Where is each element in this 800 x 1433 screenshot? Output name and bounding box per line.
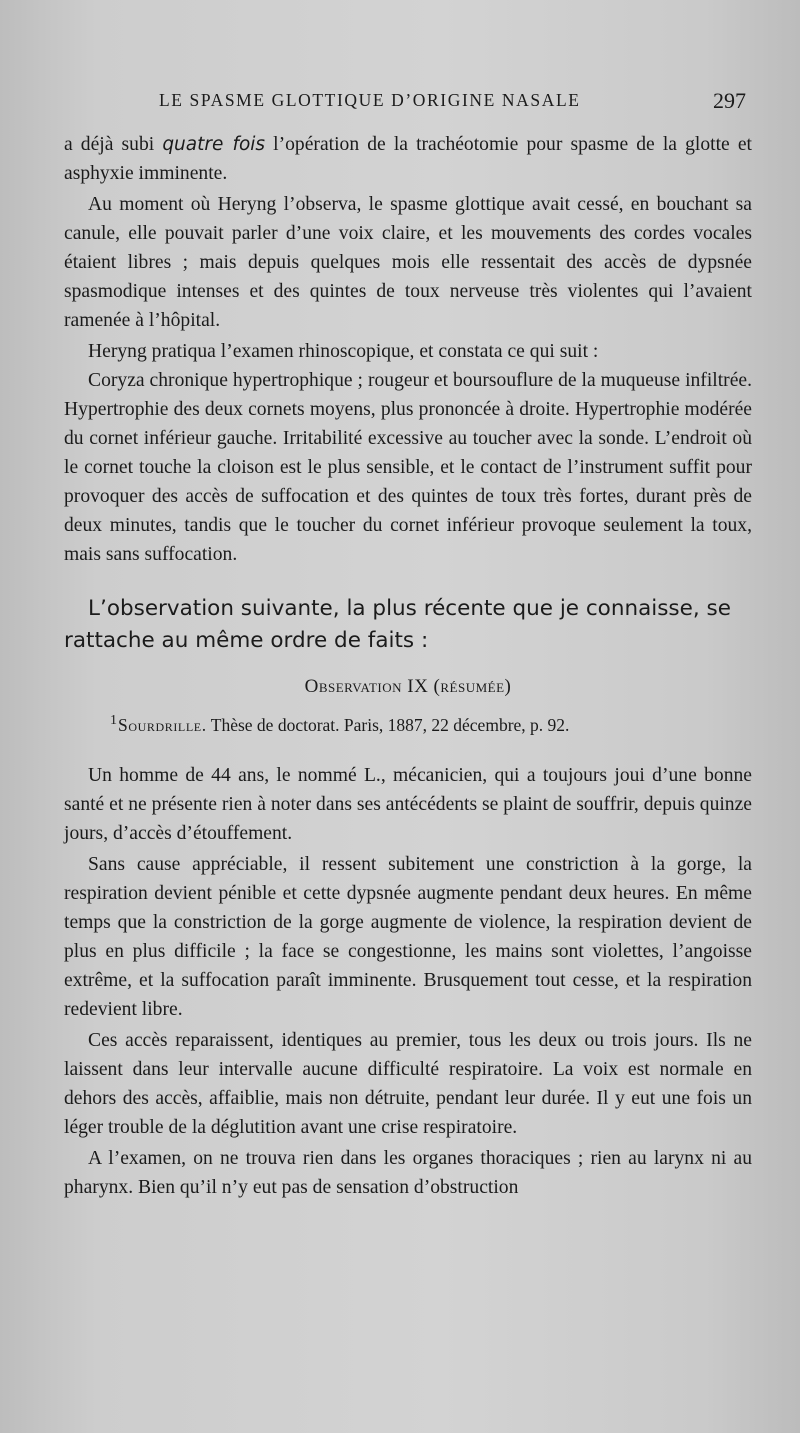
observation-title: Observation IX (résumée): [304, 676, 512, 697]
paragraph-rhinoscopy: Heryng pratiqua l’examen rhinoscopique, et constata ce qui suit :: [88, 341, 599, 362]
footnote-mark: 1: [110, 713, 117, 728]
paragraph-continuation: a déjà subi quatre fois l’opération de la trachéotomie pour spasme de la glotte et asphyxie imminente.: [64, 134, 752, 184]
paragraph-findings: Coryza chronique hypertrophique ; rougeur et boursouflure de la muqueuse infiltrée. Hypertrophie des deux cornets moyens, plus prononcée à droite. Hypertrophie modérée du cornet inférieur gauche. Irritabilité excessive au toucher avec la sonde. L’endroit où le cornet touche la cloison est le plus sensible, et le contact de l’instrument suffit pour provoquer des accès de suffocation et des quintes de toux très fortes, durant près de deux minutes, tandis que le toucher du cornet inférieur provoque seulement la toux, mais sans suffocation.: [64, 370, 752, 565]
citation-author: Sourdrille.: [118, 714, 207, 735]
observation-citation: [64, 707, 752, 739]
page-number: 297: [713, 88, 746, 113]
running-header: [64, 86, 752, 120]
case-paragraph-2: Sans cause appréciable, il ressent subitement une constriction à la gorge, la respiration devient pénible et cette dypsnée augmente pendant deux heures. En même temps que la constriction de la gorge augmente de violence, la respiration devient de plus en plus difficile ; la face se congestionne, les mains sont violettes, l’angoisse extrême, et la suffocation paraît imminente. Brusquement tout cesse, et la respiration redevient libre.: [64, 853, 752, 1020]
emphasis-text: quatre fois: [162, 134, 266, 155]
section-intro: L’observation suivante, la plus récente que je connaisse, se rattache au même ordre de faits :: [64, 596, 731, 653]
paragraph-heryng-observation: Au moment où Heryng l’observa, le spasme glottique avait cessé, en bouchant sa canule, elle pouvait parler d’une voix claire, et les mouvements des cordes vocales étaient libres ; mais depuis quelques mois elle ressentait des accès de dypsnée spasmodique intenses et des quintes de toux nerveuse très violentes qui l’avaient ramenée à l’hôpital.: [64, 194, 752, 331]
running-title: LE SPASME GLOTTIQUE D’ORIGINE NASALE: [159, 90, 581, 110]
citation-details: Thèse de doctorat. Paris, 1887, 22 décembre, p. 92.: [206, 714, 570, 735]
case-paragraph-1: Un homme de 44 ans, le nommé L., mécanicien, qui a toujours joui d’une bonne santé et ne présente rien à noter dans ses antécédents se plaint de souffrir, depuis quinze jours, d’accès d’étouffement.: [64, 764, 752, 844]
case-paragraph-4: A l’examen, on ne trouva rien dans les organes thoraciques ; rien au larynx ni au pharynx. Bien qu’il n’y eut pas de sensation d’obstruction: [64, 1147, 752, 1198]
case-paragraph-3: Ces accès reparaissent, identiques au premier, tous les deux ou trois jours. Ils ne laissent dans leur intervalle aucune difficulté respiratoire. La voix est normale en dehors des accès, affaiblie, mais non détruite, pendant leur durée. Il y eut une fois un léger trouble de la déglutition avant une crise respiratoire.: [64, 1029, 752, 1138]
